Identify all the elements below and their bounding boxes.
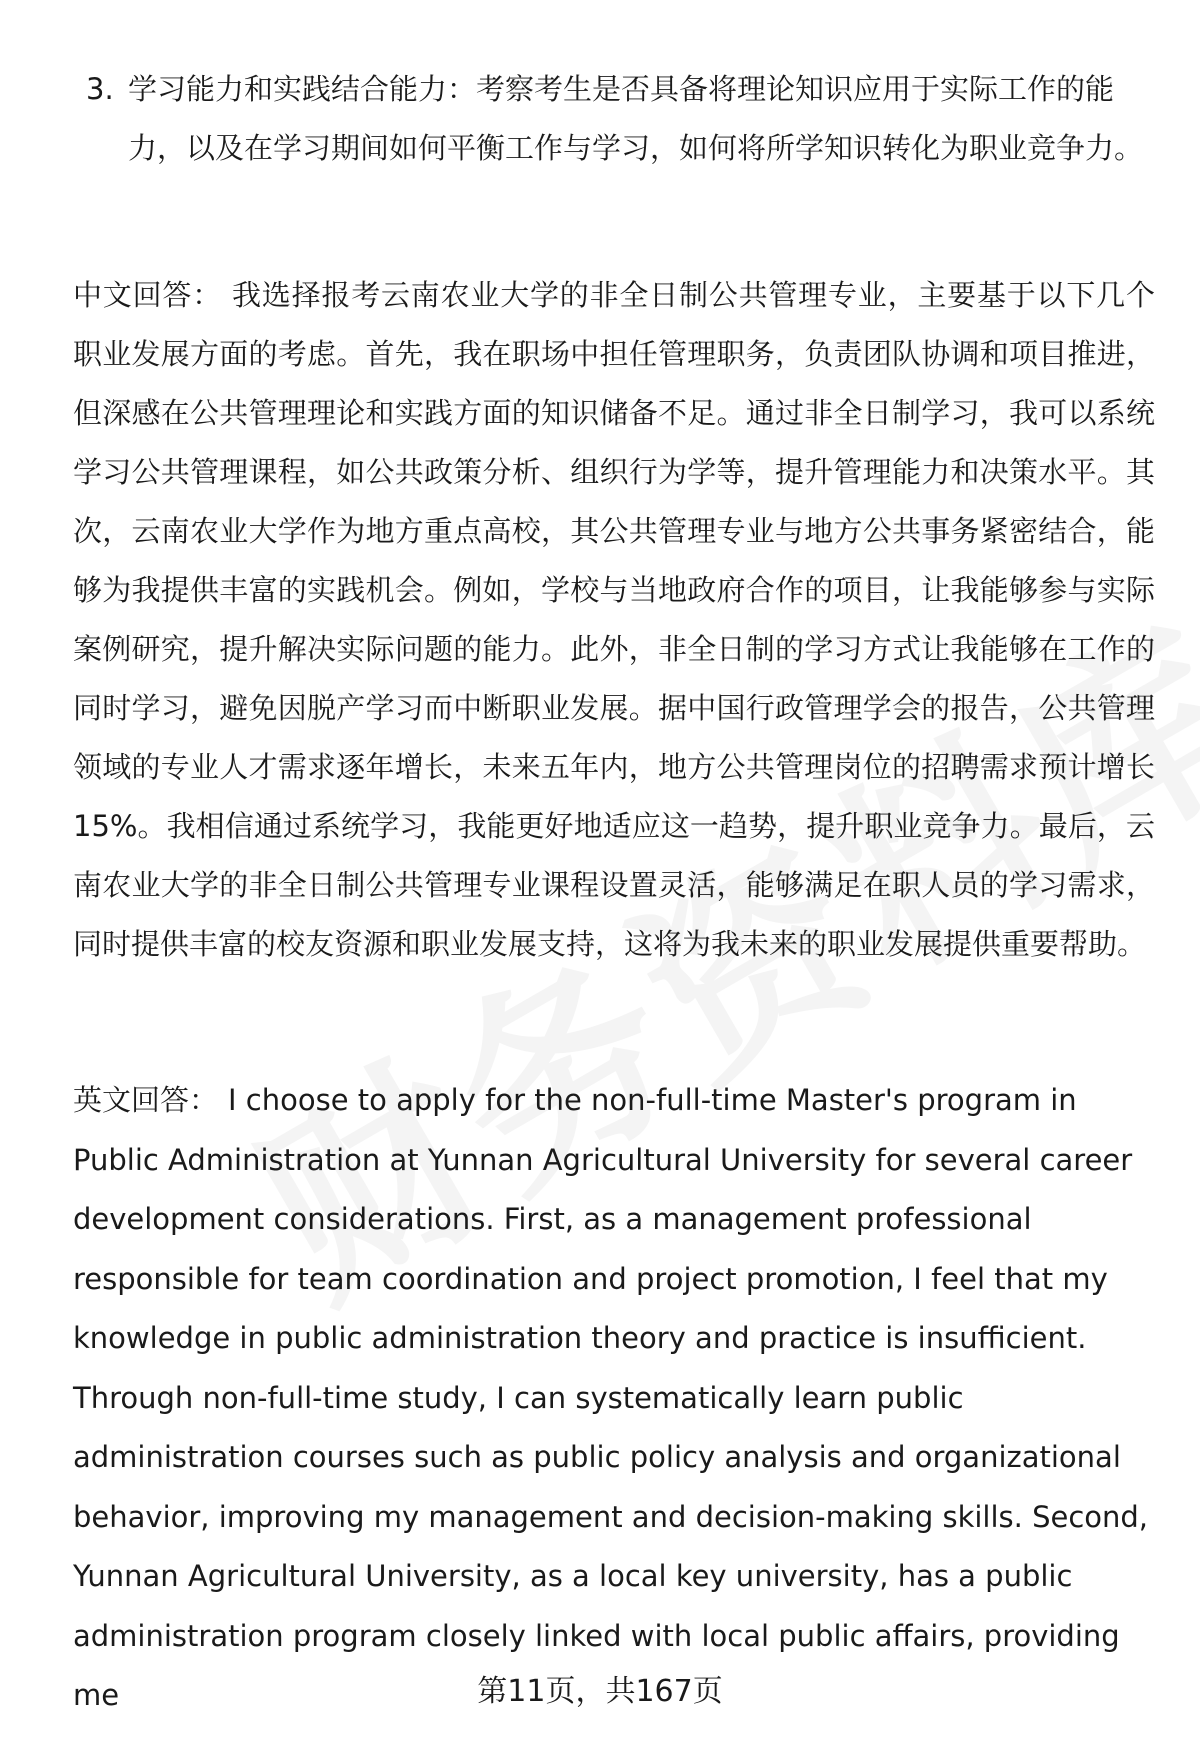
- page-number-footer: 第11页，共167页: [477, 1674, 723, 1709]
- list-item-3: [86, 60, 1146, 178]
- list-item-text: 学习能力和实践结合能力：考察考生是否具备将理论知识应用于实际工作的能力，以及在学习期间如何平衡工作与学习，如何将所学知识转化为职业竞争力。: [128, 72, 1144, 165]
- english-answer-label: 英文回答：: [73, 1083, 219, 1117]
- english-answer-text: I choose to apply for the non-full-time Master's program in Public Administration at Yunnan Agricultural University for several career development considerations. First, as a management professional responsible for team coordination and project promotion, I feel that my knowledge in public administration theory and practice is insufficient. Through non-full-time study, I can systematically learn public administration courses such as public policy analysis and organizational behavior, improving my management and decision-making skills. Second, Yunnan Agricultural University, as a local key university, has a public administration program closely linked with local public affairs, providing me: [73, 1083, 1149, 1712]
- list-item-number: 3.: [86, 72, 114, 106]
- chinese-answer-label: 中文回答：: [73, 278, 222, 312]
- chinese-answer-text: 我选择报考云南农业大学的非全日制公共管理专业，主要基于以下几个职业发展方面的考虑。首先，我在职场中担任管理职务，负责团队协调和项目推进，但深感在公共管理理论和实践方面的知识储备不足。通过非全日制学习，我可以系统学习公共管理课程，如公共政策分析、组织行为学等，提升管理能力和决策水平。其次，云南农业大学作为地方重点高校，其公共管理专业与地方公共事务紧密结合，能够为我提供丰富的实践机会。例如，学校与当地政府合作的项目，让我能够参与实际案例研究，提升解决实际问题的能力。此外，非全日制的学习方式让我能够在工作的同时学习，避免因脱产学习而中断职业发展。据中国行政管理学会的报告，公共管理领域的专业人才需求逐年增长，未来五年内，地方公共管理岗位的招聘需求预计增长15%。我相信通过系统学习，我能更好地适应这一趋势，提升职业竞争力。最后，云南农业大学的非全日制公共管理专业课程设置灵活，能够满足在职人员的学习需求，同时提供丰富的校友资源和职业发展支持，这将为我未来的职业发展提供重要帮助。: [73, 278, 1155, 961]
- chinese-answer-paragraph: [73, 266, 1155, 974]
- english-answer-paragraph: [73, 1071, 1155, 1726]
